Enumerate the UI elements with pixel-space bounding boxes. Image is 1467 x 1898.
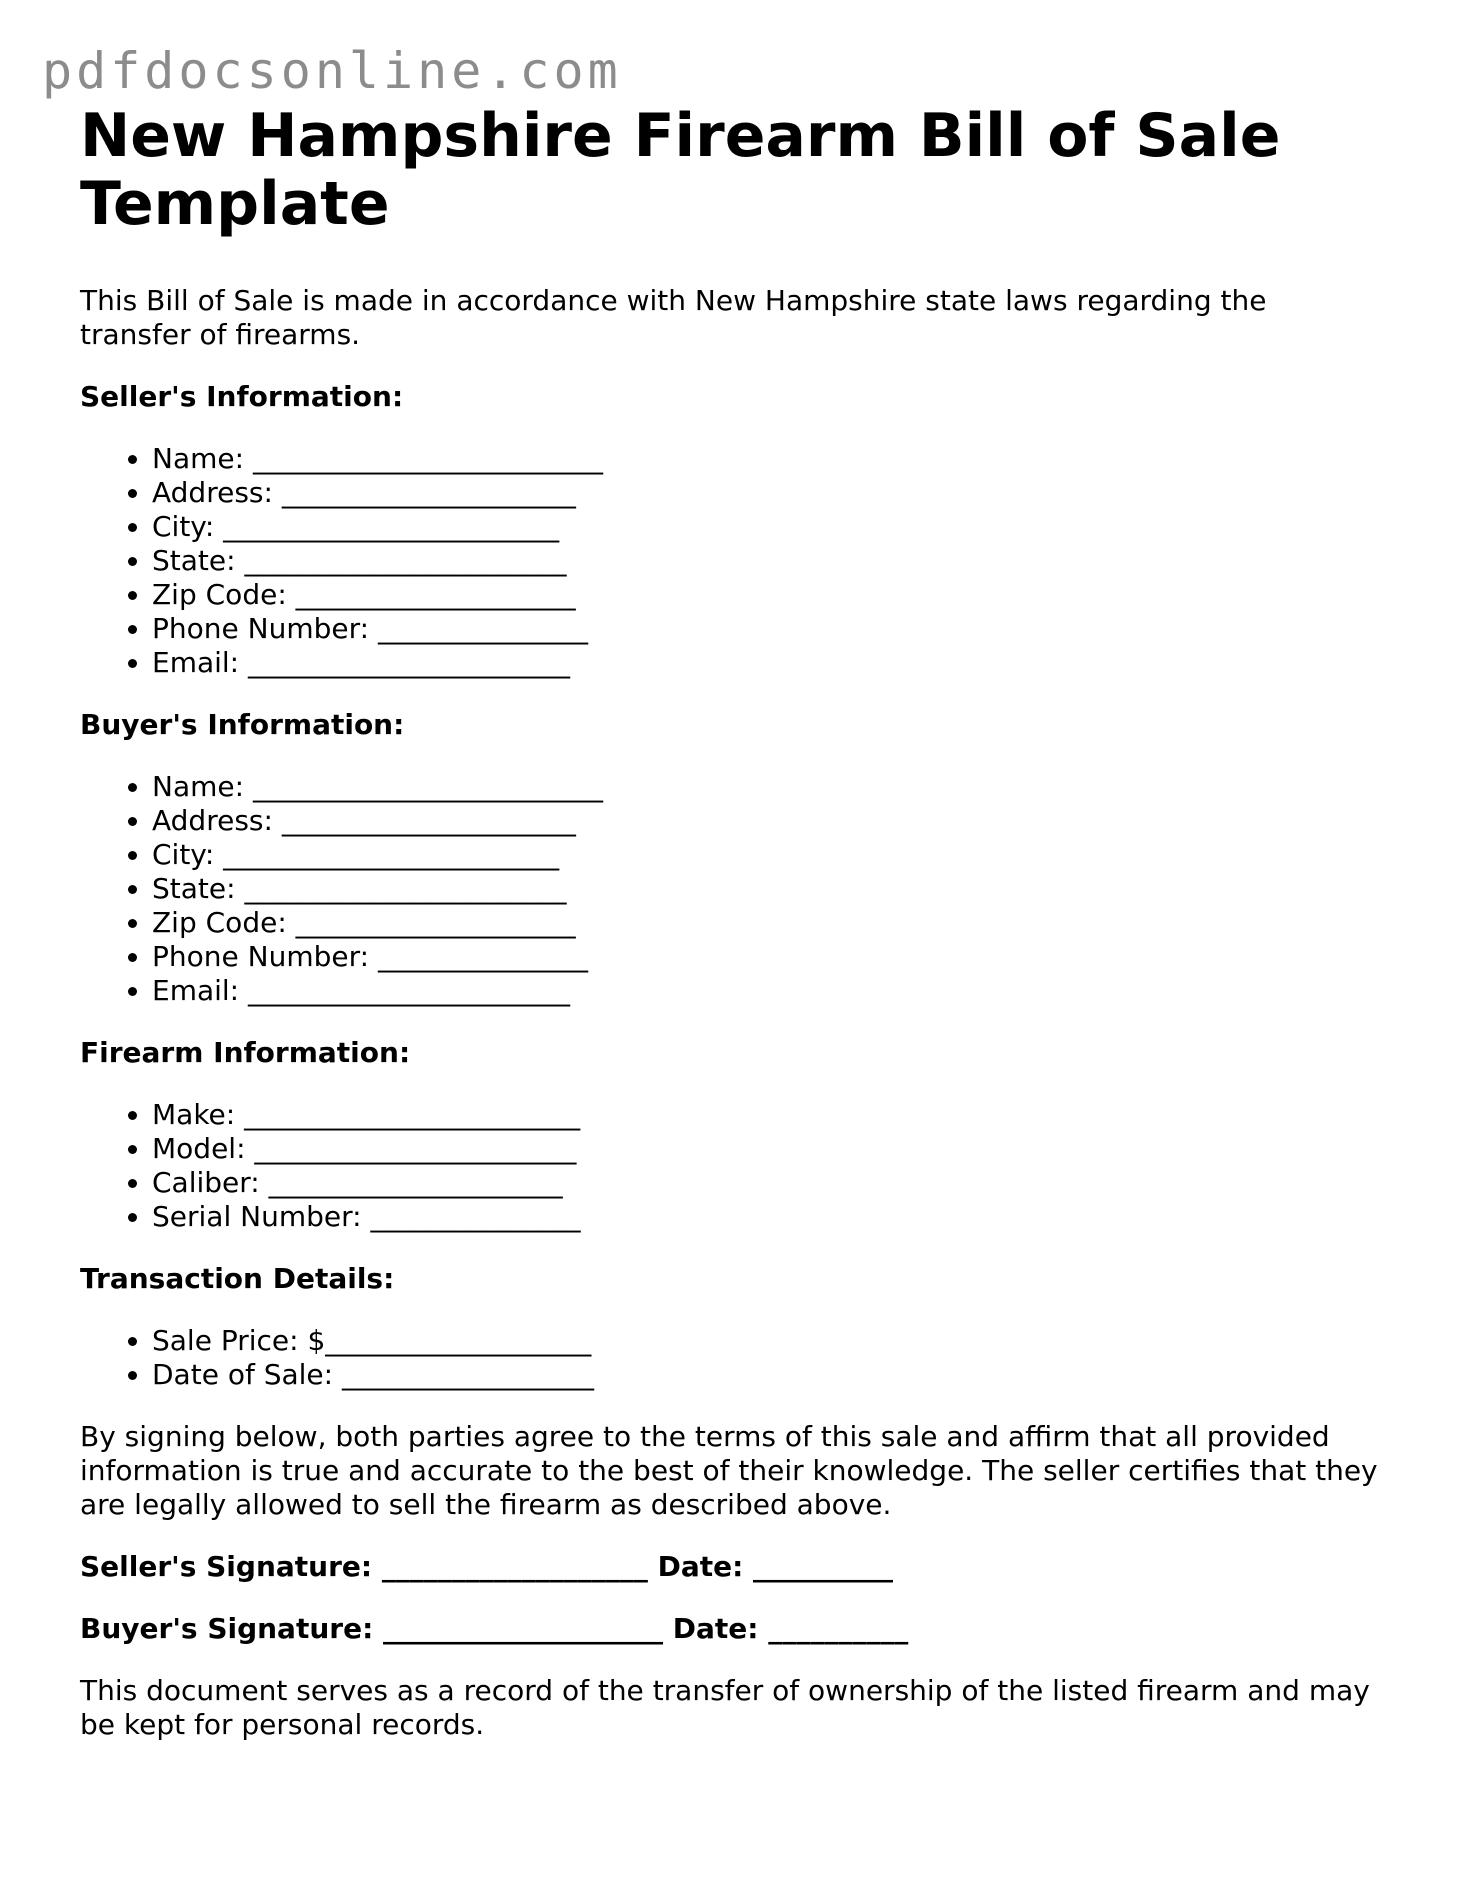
agreement-paragraph: By signing below, both parties agree to the terms of this sale and affirm that all provided information is true and accurate to the best of their knowledge. The seller certifies that they are legally allowed to sell the firearm as described above.: [80, 1420, 1378, 1521]
buyer-email-field: • Email: _______________________: [152, 974, 1380, 1008]
buyer-state-field: • State: _______________________: [152, 872, 1380, 906]
sale-price-field: • Sale Price: $___________________: [152, 1324, 1380, 1358]
seller-state-field: • State: _______________________: [152, 544, 1380, 578]
intro-paragraph: This Bill of Sale is made in accordance with New Hampshire state laws regarding the transfer of firearms.: [80, 284, 1267, 351]
buyer-city-field: • City: ________________________: [152, 838, 1380, 872]
document-body: [80, 102, 1380, 1742]
buyer-signature-line: Buyer's Signature: ____________________ Date: __________: [80, 1612, 909, 1645]
seller-zip-field: • Zip Code: ____________________: [152, 578, 1380, 612]
buyer-address-field: • Address: _____________________: [152, 804, 1380, 838]
seller-phone-field: • Phone Number: _______________: [152, 612, 1380, 646]
seller-name-field: • Name: _________________________: [152, 442, 1380, 476]
transaction-details-list: [80, 1324, 1380, 1392]
seller-email-field: • Email: _______________________: [152, 646, 1380, 680]
date-of-sale-field: • Date of Sale: __________________: [152, 1358, 1380, 1392]
seller-info-list: [80, 442, 1380, 680]
seller-city-field: • City: ________________________: [152, 510, 1380, 544]
watermark: pdfdocsonline.com: [42, 42, 622, 100]
firearm-model-field: • Model: _______________________: [152, 1132, 1380, 1166]
firearm-info-heading: Firearm Information:: [80, 1036, 411, 1069]
document-title: New Hampshire Firearm Bill of Sale Template: [80, 101, 1281, 239]
buyer-info-heading: Buyer's Information:: [80, 708, 405, 741]
seller-address-field: • Address: _____________________: [152, 476, 1380, 510]
closing-paragraph: This document serves as a record of the transfer of ownership of the listed firearm and may be kept for personal records.: [80, 1674, 1370, 1741]
buyer-info-list: [80, 770, 1380, 1008]
firearm-serial-field: • Serial Number: _______________: [152, 1200, 1380, 1234]
seller-signature-line: Seller's Signature: ___________________ Date: __________: [80, 1550, 894, 1583]
firearm-caliber-field: • Caliber: _____________________: [152, 1166, 1380, 1200]
firearm-info-list: [80, 1098, 1380, 1234]
seller-info-heading: Seller's Information:: [80, 380, 404, 413]
buyer-name-field: • Name: _________________________: [152, 770, 1380, 804]
firearm-make-field: • Make: ________________________: [152, 1098, 1380, 1132]
buyer-phone-field: • Phone Number: _______________: [152, 940, 1380, 974]
transaction-details-heading: Transaction Details:: [80, 1262, 395, 1295]
buyer-zip-field: • Zip Code: ____________________: [152, 906, 1380, 940]
